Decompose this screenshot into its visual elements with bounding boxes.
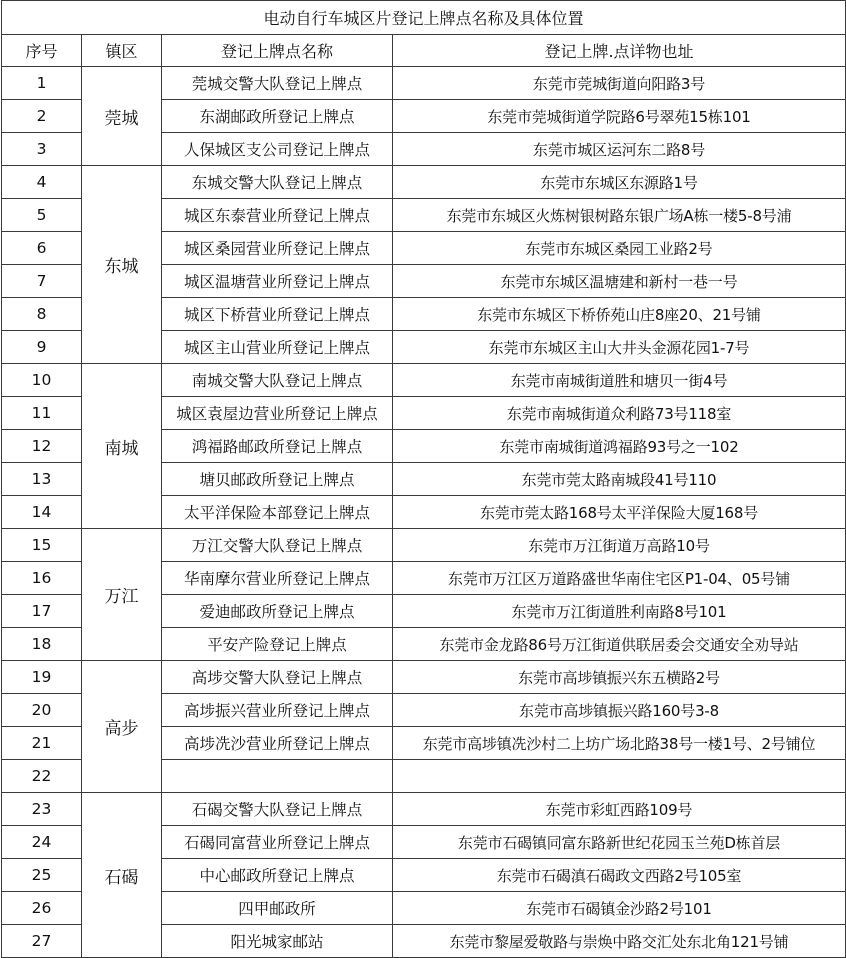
row-number: 9 <box>2 331 82 364</box>
point-name: 太平洋保险本部登记上牌点 <box>162 496 393 529</box>
title-row <box>2 1 846 35</box>
point-name: 四甲邮政所 <box>162 892 393 925</box>
point-address: 东莞市东城区主山大井头金源花园1-7号 <box>393 331 846 364</box>
header-row <box>2 35 846 67</box>
registration-points-table <box>1 0 846 958</box>
point-name: 鸿福路邮政所登记上牌点 <box>162 430 393 463</box>
row-number: 19 <box>2 661 82 694</box>
point-name <box>162 760 393 793</box>
point-address: 东莞市东城区火炼树银树路东银广场A栋一楼5-8号浦 <box>393 199 846 232</box>
point-name: 莞城交警大队登记上牌点 <box>162 67 393 100</box>
point-name: 城区主山营业所登记上牌点 <box>162 331 393 364</box>
point-name: 城区下桥营业所登记上牌点 <box>162 298 393 331</box>
point-name: 城区桑园营业所登记上牌点 <box>162 232 393 265</box>
row-number: 10 <box>2 364 82 397</box>
point-address: 东莞市莞太路南城段41号110 <box>393 463 846 496</box>
point-name: 南城交警大队登记上牌点 <box>162 364 393 397</box>
table-row <box>2 166 846 199</box>
row-number: 16 <box>2 562 82 595</box>
row-number: 22 <box>2 760 82 793</box>
point-address: 东莞市东城区下桥侨苑山庄8座20、21号铺 <box>393 298 846 331</box>
point-name: 城区袁屋边营业所登记上牌点 <box>162 397 393 430</box>
header-point-name: 登记上牌点名称 <box>162 35 393 67</box>
point-name: 城区东泰营业所登记上牌点 <box>162 199 393 232</box>
point-address: 东莞市东城区东源路1号 <box>393 166 846 199</box>
town-cell: 东城 <box>82 166 162 364</box>
point-address: 东莞市万江街道胜利南路8号101 <box>393 595 846 628</box>
point-address: 东莞市莞城街道学院路6号翠苑15栋101 <box>393 100 846 133</box>
table-row <box>2 529 846 562</box>
row-number: 17 <box>2 595 82 628</box>
point-address <box>393 760 846 793</box>
point-address: 东莞市南城街道鸿福路93号之一102 <box>393 430 846 463</box>
row-number: 2 <box>2 100 82 133</box>
row-number: 25 <box>2 859 82 892</box>
header-town: 镇区 <box>82 35 162 67</box>
point-name: 中心邮政所登记上牌点 <box>162 859 393 892</box>
point-name: 高埗振兴营业所登记上牌点 <box>162 694 393 727</box>
point-address: 东莞市莞城街道向阳路3号 <box>393 67 846 100</box>
header-number: 序号 <box>2 35 82 67</box>
point-address: 东莞市万江区万道路盛世华南住宅区P1-04、05号铺 <box>393 562 846 595</box>
table-row <box>2 661 846 694</box>
point-name: 东城交警大队登记上牌点 <box>162 166 393 199</box>
town-cell: 高步 <box>82 661 162 793</box>
point-name: 石碣交警大队登记上牌点 <box>162 793 393 826</box>
row-number: 20 <box>2 694 82 727</box>
point-name: 华南摩尔营业所登记上牌点 <box>162 562 393 595</box>
point-address: 东莞市高埗镇振兴路160号3-8 <box>393 694 846 727</box>
table-title: 电动自行车城区片登记上牌点名称及具体位置 <box>2 1 846 35</box>
point-name: 东湖邮政所登记上牌点 <box>162 100 393 133</box>
point-name: 万江交警大队登记上牌点 <box>162 529 393 562</box>
row-number: 18 <box>2 628 82 661</box>
row-number: 6 <box>2 232 82 265</box>
point-name: 塘贝邮政所登记上牌点 <box>162 463 393 496</box>
row-number: 24 <box>2 826 82 859</box>
row-number: 15 <box>2 529 82 562</box>
point-address: 东莞市万江街道万高路10号 <box>393 529 846 562</box>
point-name: 阳光城家邮站 <box>162 925 393 958</box>
point-address: 东莞市东城区桑园工业路2号 <box>393 232 846 265</box>
point-name: 城区温塘营业所登记上牌点 <box>162 265 393 298</box>
table-row <box>2 793 846 826</box>
point-name: 石碣同富营业所登记上牌点 <box>162 826 393 859</box>
table-row <box>2 364 846 397</box>
point-name: 高埗交警大队登记上牌点 <box>162 661 393 694</box>
point-address: 东莞市高埗镇振兴东五横路2号 <box>393 661 846 694</box>
header-address: 登记上牌.点详物也址 <box>393 35 846 67</box>
row-number: 23 <box>2 793 82 826</box>
row-number: 7 <box>2 265 82 298</box>
row-number: 26 <box>2 892 82 925</box>
point-name: 爱迪邮政所登记上牌点 <box>162 595 393 628</box>
point-address: 东莞市南城街道众利路73号118室 <box>393 397 846 430</box>
table-row <box>2 67 846 100</box>
row-number: 12 <box>2 430 82 463</box>
point-address: 东莞市南城街道胜和塘贝一街4号 <box>393 364 846 397</box>
point-address: 东莞市莞太路168号太平洋保险大厦168号 <box>393 496 846 529</box>
point-address: 东莞市石碣镇同富东路新世纪花园玉兰苑D栋首层 <box>393 826 846 859</box>
point-name: 高埗冼沙营业所登记上牌点 <box>162 727 393 760</box>
row-number: 27 <box>2 925 82 958</box>
town-cell: 万江 <box>82 529 162 661</box>
row-number: 3 <box>2 133 82 166</box>
town-cell: 南城 <box>82 364 162 529</box>
point-address: 东莞市高埗镇冼沙村二上坊广场北路38号一楼1号、2号铺位 <box>393 727 846 760</box>
row-number: 1 <box>2 67 82 100</box>
point-address: 东莞市石碣镇金沙路2号101 <box>393 892 846 925</box>
point-address: 东莞市城区运河东二路8号 <box>393 133 846 166</box>
point-name: 人保城区支公司登记上牌点 <box>162 133 393 166</box>
row-number: 13 <box>2 463 82 496</box>
row-number: 5 <box>2 199 82 232</box>
point-address: 东莞市彩虹西路109号 <box>393 793 846 826</box>
row-number: 21 <box>2 727 82 760</box>
point-address: 东莞市黎屋爱敬路与崇焕中路交汇处东北角121号铺 <box>393 925 846 958</box>
point-name: 平安产险登记上牌点 <box>162 628 393 661</box>
row-number: 14 <box>2 496 82 529</box>
town-cell: 石碣 <box>82 793 162 958</box>
row-number: 11 <box>2 397 82 430</box>
point-address: 东莞市东城区温塘建和新村一巷一号 <box>393 265 846 298</box>
town-cell: 莞城 <box>82 67 162 166</box>
point-address: 东莞市金龙路86号万江街道供联居委会交通安全劝导站 <box>393 628 846 661</box>
point-address: 东莞市石碣滇石碣政文西路2号105室 <box>393 859 846 892</box>
row-number: 8 <box>2 298 82 331</box>
row-number: 4 <box>2 166 82 199</box>
